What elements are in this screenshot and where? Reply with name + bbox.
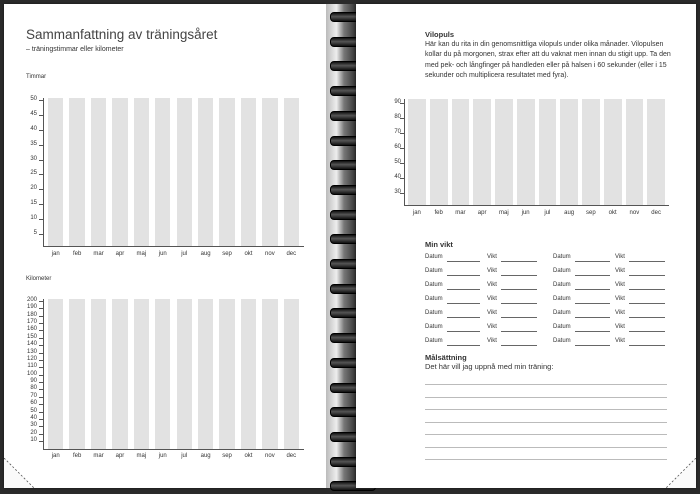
- weight-date-line: [575, 345, 610, 346]
- y-tick: [39, 338, 43, 339]
- y-tick: [39, 360, 43, 361]
- weight-date-line: [575, 261, 610, 262]
- y-tick: [39, 397, 43, 398]
- km-month-label: apr: [115, 453, 125, 459]
- km-tick-label: 190: [26, 304, 37, 311]
- chart-bar: [495, 99, 513, 205]
- hours-month-label: maj: [136, 251, 147, 257]
- hours-tick-label: 5: [33, 230, 37, 236]
- weight-value-line: [501, 303, 537, 304]
- hours-tick-label: 30: [30, 155, 37, 162]
- chart-bar: [626, 99, 644, 205]
- weight-value-line: [501, 317, 537, 318]
- y-tick: [39, 412, 43, 413]
- chart-bar: [647, 99, 665, 205]
- weight-title: Min vikt: [425, 240, 453, 249]
- weight-value-label: Vikt: [615, 338, 625, 344]
- weight-value-line: [629, 331, 665, 332]
- chart-bar: [91, 299, 106, 449]
- pulse-month-label: maj: [499, 210, 509, 216]
- y-tick: [39, 353, 43, 354]
- km-tick-label: 140: [26, 341, 37, 348]
- vilopuls-title: Vilopuls: [425, 30, 455, 39]
- x-axis-line: [43, 449, 304, 450]
- km-month-label: jun: [158, 453, 167, 459]
- km-tick-label: 160: [26, 326, 37, 333]
- km-tick-label: 170: [26, 319, 37, 326]
- km-tick-label: 120: [26, 355, 37, 362]
- y-axis-line: [43, 299, 44, 449]
- chart-bar: [430, 99, 448, 205]
- goal-text: Det här vill jag uppnå med min träning:: [425, 362, 554, 371]
- pulse-tick-label: 40: [394, 174, 401, 180]
- chart-bar: [198, 299, 213, 449]
- weight-value-line: [501, 275, 537, 276]
- weight-value-label: Vikt: [615, 324, 625, 330]
- km-axis-label: Kilometer: [26, 276, 52, 282]
- hours-month-label: aug: [200, 251, 211, 257]
- km-tick-label: 100: [26, 370, 37, 377]
- pulse-month-label: nov: [629, 210, 640, 216]
- km-tick-label: 40: [30, 414, 37, 421]
- weight-value-label: Vikt: [487, 268, 497, 274]
- y-tick: [39, 115, 43, 116]
- pulse-tick-label: 80: [394, 114, 401, 120]
- y-tick: [39, 367, 43, 368]
- chart-bar: [582, 99, 600, 205]
- weight-date-line: [575, 289, 610, 290]
- hours-tick-label: 40: [30, 125, 37, 132]
- chart-bar: [69, 299, 84, 449]
- y-tick: [39, 145, 43, 146]
- y-tick: [39, 100, 43, 101]
- pulse-tick-label: 50: [394, 159, 401, 165]
- weight-date-line: [575, 303, 610, 304]
- weight-date-line: [447, 345, 480, 346]
- y-axis-line: [43, 98, 44, 246]
- chart-bar: [112, 299, 127, 449]
- hours-month-label: okt: [244, 251, 253, 257]
- y-tick: [39, 426, 43, 427]
- chart-bar: [517, 99, 535, 205]
- hours-month-label: sep: [222, 251, 232, 257]
- weight-value-line: [629, 317, 665, 318]
- weight-value-line: [629, 275, 665, 276]
- chart-bar: [560, 99, 578, 205]
- weight-value-label: Vikt: [487, 282, 497, 288]
- goal-line: [425, 409, 667, 410]
- pulse-month-label: sep: [586, 210, 596, 216]
- weight-date-line: [447, 317, 480, 318]
- chart-bar: [262, 299, 277, 449]
- y-tick: [39, 130, 43, 131]
- weight-date-line: [575, 275, 610, 276]
- hours-month-label: apr: [115, 251, 125, 257]
- pulse-month-label: okt: [608, 210, 617, 216]
- weight-date-label: Datum: [553, 324, 571, 330]
- pulse-month-label: dec: [651, 210, 661, 216]
- chart-bar: [69, 98, 84, 246]
- km-tick-label: 150: [26, 333, 37, 340]
- chart-bar: [177, 98, 192, 246]
- goal-line: [425, 447, 667, 448]
- y-tick: [39, 323, 43, 324]
- y-tick: [39, 345, 43, 346]
- y-tick: [39, 204, 43, 205]
- km-month-label: mar: [93, 453, 104, 459]
- y-tick: [39, 434, 43, 435]
- km-tick-label: 80: [30, 385, 37, 392]
- chart-bar: [134, 299, 149, 449]
- pulse-tick-label: 30: [394, 189, 401, 195]
- weight-date-label: Datum: [425, 338, 443, 344]
- hours-tick-label: 35: [30, 140, 37, 147]
- chart-bar: [241, 98, 256, 246]
- pulse-month-label: jun: [521, 210, 530, 216]
- pulse-month-label: jan: [412, 210, 421, 216]
- chart-bar: [262, 98, 277, 246]
- weight-value-label: Vikt: [615, 268, 625, 274]
- weight-date-label: Datum: [553, 338, 571, 344]
- chart-bar: [48, 98, 63, 246]
- weight-date-label: Datum: [553, 296, 571, 302]
- weight-date-line: [575, 331, 610, 332]
- chart-bar: [473, 99, 491, 205]
- hours-month-label: feb: [72, 251, 82, 257]
- hours-month-label: jul: [181, 251, 188, 257]
- weight-date-label: Datum: [553, 310, 571, 316]
- y-tick: [39, 174, 43, 175]
- weight-date-line: [447, 275, 480, 276]
- weight-value-label: Vikt: [487, 254, 497, 260]
- chart-bar: [134, 98, 149, 246]
- km-tick-label: 30: [30, 422, 37, 429]
- hours-month-label: jan: [51, 251, 60, 257]
- chart-bar: [539, 99, 557, 205]
- hours-tick-label: 15: [30, 200, 37, 207]
- km-month-label: sep: [222, 453, 232, 459]
- hours-month-label: nov: [265, 251, 275, 257]
- chart-bar: [284, 299, 299, 449]
- chart-bar: [177, 299, 192, 449]
- x-axis-line: [43, 246, 304, 247]
- km-tick-label: 130: [26, 348, 37, 355]
- hours-month-label: jun: [158, 251, 167, 257]
- y-tick: [39, 234, 43, 235]
- goal-line: [425, 384, 667, 385]
- hours-tick-label: 25: [30, 170, 37, 177]
- goal-line: [425, 397, 667, 398]
- weight-value-line: [629, 261, 665, 262]
- weight-date-label: Datum: [425, 324, 443, 330]
- page-subtitle: – träningstimmar eller kilometer: [26, 46, 124, 53]
- km-tick-label: 180: [26, 311, 37, 318]
- chart-bar: [48, 299, 63, 449]
- weight-value-line: [629, 345, 665, 346]
- hours-month-label: mar: [93, 251, 104, 257]
- weight-date-line: [447, 303, 480, 304]
- goal-line: [425, 459, 667, 460]
- y-tick: [39, 219, 43, 220]
- weight-date-label: Datum: [553, 254, 571, 260]
- pulse-tick-label: 90: [394, 99, 401, 105]
- weight-date-label: Datum: [425, 268, 443, 274]
- weight-value-line: [501, 331, 537, 332]
- km-month-label: dec: [286, 453, 297, 459]
- hours-axis-label: Timmar: [26, 74, 47, 80]
- km-month-label: okt: [244, 453, 253, 459]
- pulse-month-label: aug: [564, 210, 575, 216]
- pulse-tick-label: 70: [394, 129, 401, 135]
- pulse-month-label: feb: [434, 210, 443, 216]
- weight-value-line: [629, 289, 665, 290]
- km-tick-label: 90: [30, 378, 37, 385]
- y-tick: [39, 160, 43, 161]
- weight-date-line: [447, 261, 480, 262]
- y-tick: [39, 189, 43, 190]
- y-tick: [39, 389, 43, 390]
- chart-bar: [91, 98, 106, 246]
- y-tick: [39, 308, 43, 309]
- weight-date-line: [575, 317, 610, 318]
- weight-date-line: [447, 331, 480, 332]
- weight-value-label: Vikt: [487, 324, 497, 330]
- weight-value-line: [501, 289, 537, 290]
- goal-line: [425, 422, 667, 423]
- y-tick: [39, 375, 43, 376]
- weight-value-label: Vikt: [487, 338, 497, 344]
- weight-date-label: Datum: [425, 254, 443, 260]
- weight-value-label: Vikt: [487, 296, 497, 302]
- weight-value-label: Vikt: [615, 296, 625, 302]
- x-axis-line: [404, 205, 669, 206]
- weight-value-label: Vikt: [615, 254, 625, 260]
- weight-date-line: [447, 289, 480, 290]
- chart-bar: [604, 99, 622, 205]
- weight-date-label: Datum: [553, 268, 571, 274]
- pulse-month-label: jul: [544, 210, 551, 216]
- y-tick: [39, 316, 43, 317]
- page-corner-left: [4, 458, 34, 488]
- km-month-label: maj: [136, 453, 147, 459]
- chart-bar: [155, 98, 170, 246]
- chart-bar: [284, 98, 299, 246]
- hours-tick-label: 10: [30, 215, 37, 222]
- chart-bar: [219, 299, 234, 449]
- page-title: Sammanfattning av träningsåret: [26, 27, 218, 42]
- y-axis-line: [404, 99, 405, 205]
- weight-date-label: Datum: [425, 296, 443, 302]
- weight-date-label: Datum: [425, 310, 443, 316]
- y-tick: [39, 382, 43, 383]
- km-month-label: nov: [265, 453, 275, 459]
- hours-tick-label: 20: [30, 185, 37, 192]
- chart-bar: [155, 299, 170, 449]
- km-month-label: jul: [181, 453, 188, 459]
- weight-value-line: [629, 303, 665, 304]
- vilopuls-text: Här kan du rita in din genomsnittliga vilopuls under olika månader. Vilopulsen kollar du på morgonen, strax efter att du vaknat men innan du stigit upp. Ta den med pek- och långfinger på handleden eller på halsen i 60 sekunder (eller i 15 sekunder och multiplicera resultatet med fyra).: [425, 41, 671, 80]
- page-corner-right: [666, 458, 696, 488]
- hours-tick-label: 45: [30, 110, 37, 117]
- chart-bar: [198, 98, 213, 246]
- weight-value-label: Vikt: [615, 310, 625, 316]
- y-tick: [39, 301, 43, 302]
- chart-bar: [408, 99, 426, 205]
- km-month-label: jan: [51, 453, 60, 459]
- y-tick: [39, 404, 43, 405]
- km-month-label: feb: [72, 453, 82, 459]
- hours-tick-label: 50: [30, 96, 37, 102]
- weight-value-line: [501, 261, 537, 262]
- km-tick-label: 70: [30, 392, 37, 399]
- km-month-label: aug: [200, 453, 211, 459]
- km-tick-label: 50: [30, 407, 37, 414]
- goal-title: Målsättning: [425, 353, 467, 362]
- chart-bar: [219, 98, 234, 246]
- pulse-month-label: apr: [477, 210, 487, 216]
- km-tick-label: 20: [30, 429, 37, 436]
- chart-bar: [112, 98, 127, 246]
- km-tick-label: 60: [30, 400, 37, 407]
- pulse-month-label: mar: [455, 210, 466, 216]
- chart-bar: [241, 299, 256, 449]
- weight-value-label: Vikt: [615, 282, 625, 288]
- km-tick-label: 10: [30, 437, 37, 443]
- y-tick: [39, 441, 43, 442]
- y-tick: [39, 419, 43, 420]
- chart-bar: [452, 99, 470, 205]
- pulse-tick-label: 60: [394, 144, 401, 150]
- km-tick-label: 200: [26, 297, 37, 303]
- km-tick-label: 110: [27, 363, 37, 370]
- y-tick: [39, 330, 43, 331]
- weight-date-label: Datum: [425, 282, 443, 288]
- goal-line: [425, 434, 667, 435]
- weight-value-label: Vikt: [487, 310, 497, 316]
- hours-month-label: dec: [286, 251, 297, 257]
- weight-value-line: [501, 345, 537, 346]
- weight-date-label: Datum: [553, 282, 571, 288]
